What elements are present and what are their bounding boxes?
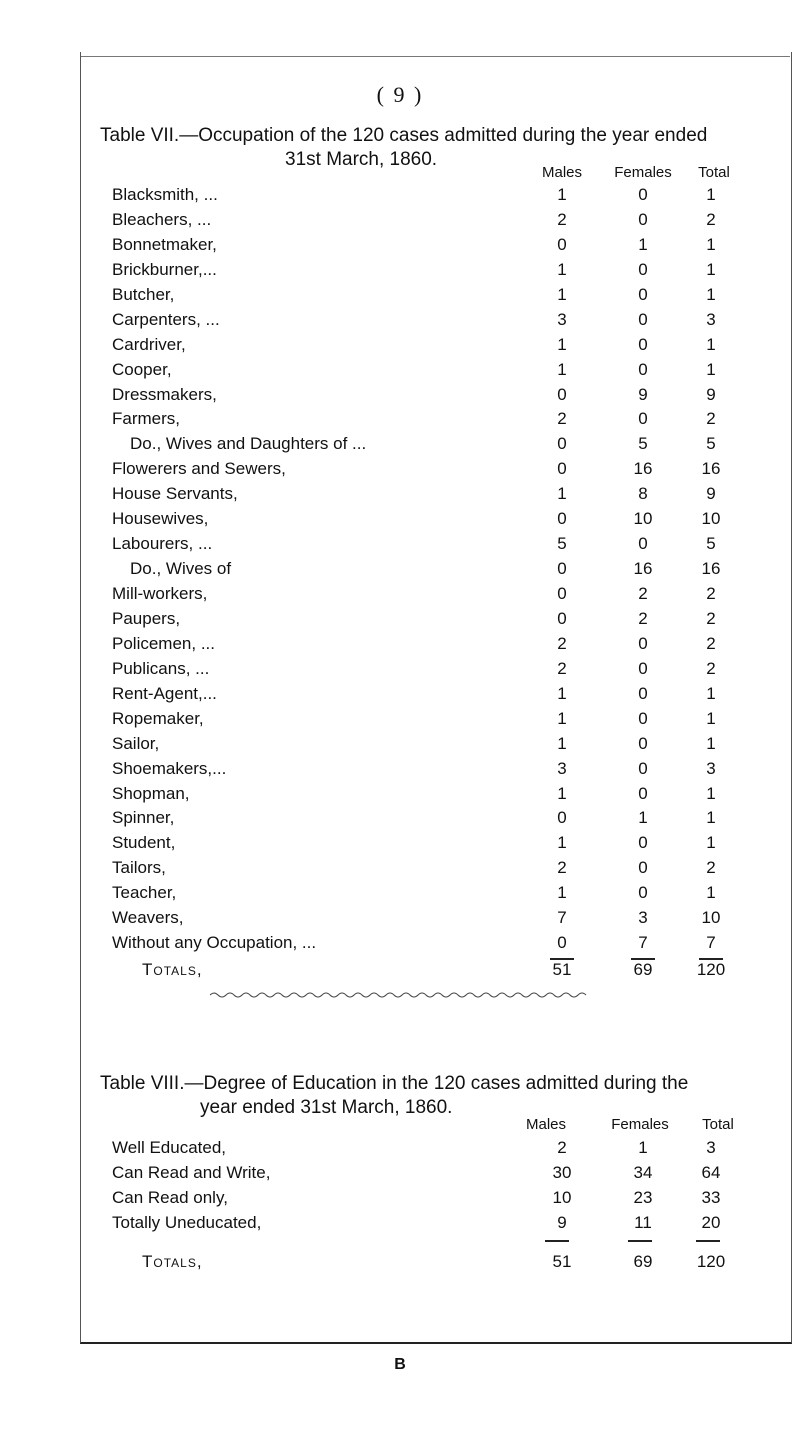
cell-females: 1 bbox=[638, 1138, 648, 1157]
table-row bbox=[0, 258, 800, 283]
table-row bbox=[0, 607, 800, 632]
table-row bbox=[0, 283, 800, 308]
cell-males: 51 bbox=[552, 960, 572, 979]
table8-title-line1: Table VIII.—Degree of Education in the 120 cases admitted during the bbox=[100, 1073, 689, 1094]
table-row bbox=[0, 632, 800, 657]
cell-males: 1 bbox=[557, 708, 567, 728]
table8-totals bbox=[0, 1250, 800, 1275]
cell-females: 0 bbox=[638, 858, 648, 878]
table-row bbox=[0, 1211, 800, 1236]
cell-females: 1 bbox=[638, 808, 648, 828]
cell-males: 3 bbox=[557, 758, 567, 778]
cell-males: 2 bbox=[557, 633, 567, 653]
cell-total: 2 bbox=[706, 608, 716, 628]
row-label: Farmers, bbox=[112, 409, 180, 429]
cell-total: 33 bbox=[701, 1187, 721, 1207]
cell-females: 0 bbox=[638, 209, 648, 229]
row-label: Dressmakers, bbox=[112, 384, 217, 404]
table-row bbox=[0, 183, 800, 208]
row-label: Weavers, bbox=[112, 908, 184, 928]
cell-females: 0 bbox=[638, 259, 648, 279]
table8-header-total: Total bbox=[702, 1116, 734, 1133]
page-number: ( 9 ) bbox=[376, 82, 424, 107]
table-row bbox=[0, 707, 800, 732]
cell-total: 10 bbox=[701, 509, 721, 529]
table-row bbox=[0, 557, 800, 582]
cell-females: 0 bbox=[638, 833, 648, 853]
cell-males: 1 bbox=[557, 284, 567, 304]
cell-males: 5 bbox=[557, 534, 567, 554]
cell-females: 23 bbox=[633, 1187, 653, 1207]
row-label: Blacksmith, ... bbox=[112, 185, 218, 204]
cell-females: 0 bbox=[638, 284, 648, 304]
cell-females: 0 bbox=[638, 309, 648, 329]
cell-total: 2 bbox=[706, 633, 716, 653]
totals-label: Totals, bbox=[142, 1252, 203, 1271]
cell-females: 9 bbox=[638, 384, 648, 404]
row-label: Spinner, bbox=[112, 808, 175, 828]
rule-total bbox=[696, 1240, 720, 1242]
table-row bbox=[0, 457, 800, 482]
cell-males: 10 bbox=[552, 1187, 572, 1207]
table-row bbox=[0, 358, 800, 383]
row-label: Policemen, ... bbox=[112, 633, 215, 653]
cell-females: 2 bbox=[638, 584, 648, 603]
table-row bbox=[0, 1186, 800, 1211]
cell-males: 1 bbox=[557, 733, 567, 753]
row-label: House Servants, bbox=[112, 484, 238, 504]
row-label: Cardriver, bbox=[112, 334, 186, 354]
cell-total: 120 bbox=[696, 1252, 726, 1271]
cell-males: 0 bbox=[557, 933, 567, 953]
cell-total: 2 bbox=[706, 209, 716, 229]
row-label: Tailors, bbox=[112, 858, 166, 878]
cell-total: 1 bbox=[706, 284, 716, 304]
table-row bbox=[0, 233, 800, 258]
cell-females: 2 bbox=[638, 608, 648, 628]
row-label: Without any Occupation, ... bbox=[112, 933, 317, 953]
cell-total: 3 bbox=[706, 309, 716, 329]
table7-body bbox=[0, 183, 800, 956]
table-row bbox=[0, 308, 800, 333]
cell-males: 1 bbox=[557, 783, 567, 803]
cell-total: 3 bbox=[706, 1138, 716, 1157]
cell-total: 5 bbox=[706, 534, 716, 554]
table-row bbox=[0, 856, 800, 881]
cell-females: 0 bbox=[638, 708, 648, 728]
row-label: Can Read and Write, bbox=[112, 1162, 271, 1182]
table-row bbox=[0, 806, 800, 831]
table7-header-males: Males bbox=[541, 164, 582, 181]
cell-females: 0 bbox=[638, 185, 648, 204]
table7-title-line1: Table VII.—Occupation of the 120 cases admitted during the year ended bbox=[100, 125, 708, 146]
cell-females: 0 bbox=[638, 683, 648, 703]
cell-females: 0 bbox=[638, 409, 648, 429]
cell-males: 3 bbox=[557, 309, 567, 329]
cell-males: 2 bbox=[557, 1138, 567, 1157]
table8-title-line2: year ended 31st March, 1860. bbox=[200, 1097, 453, 1118]
cell-females: 5 bbox=[638, 434, 648, 454]
row-label: Do., Wives and Daughters of ... bbox=[130, 434, 367, 454]
cell-total: 1 bbox=[706, 733, 716, 753]
cell-males: 1 bbox=[557, 484, 567, 504]
cell-total: 3 bbox=[706, 758, 716, 778]
row-label: Cooper, bbox=[112, 359, 172, 379]
cell-males: 0 bbox=[557, 608, 567, 628]
cell-males: 1 bbox=[557, 259, 567, 279]
cell-females: 0 bbox=[638, 334, 648, 354]
cell-total: 2 bbox=[706, 858, 716, 878]
totals-row bbox=[0, 1250, 800, 1275]
cell-total: 1 bbox=[706, 833, 716, 853]
table-row bbox=[0, 657, 800, 682]
cell-females: 8 bbox=[638, 484, 648, 504]
table-row bbox=[0, 383, 800, 408]
cell-males: 0 bbox=[557, 584, 567, 603]
table-row bbox=[0, 482, 800, 507]
cell-females: 0 bbox=[638, 758, 648, 778]
cell-total: 1 bbox=[706, 808, 716, 828]
row-label: Rent-Agent,... bbox=[112, 683, 217, 703]
cell-males: 1 bbox=[557, 334, 567, 354]
table-row bbox=[0, 906, 800, 931]
cell-total: 1 bbox=[706, 359, 716, 379]
cell-males: 1 bbox=[557, 359, 567, 379]
footer-signature: B bbox=[394, 1356, 406, 1373]
table8-body bbox=[0, 1136, 800, 1236]
table-row bbox=[0, 532, 800, 557]
row-label: Paupers, bbox=[112, 608, 181, 628]
cell-females: 0 bbox=[638, 359, 648, 379]
cell-females: 1 bbox=[638, 234, 648, 254]
cell-males: 1 bbox=[557, 883, 567, 903]
row-label: Totally Uneducated, bbox=[112, 1212, 262, 1232]
cell-total: 1 bbox=[706, 185, 716, 204]
cell-males: 2 bbox=[557, 209, 567, 229]
row-label: Brickburner,... bbox=[112, 259, 217, 279]
row-label: Bonnetmaker, bbox=[112, 234, 217, 254]
row-label: Ropemaker, bbox=[112, 708, 204, 728]
cell-males: 9 bbox=[557, 1212, 567, 1232]
cell-males: 0 bbox=[557, 434, 567, 454]
rule-males bbox=[545, 1240, 569, 1242]
table7-header-total: Total bbox=[698, 164, 730, 181]
row-label: Sailor, bbox=[112, 733, 160, 753]
table8-header-females: Females bbox=[611, 1116, 669, 1133]
table-row bbox=[0, 881, 800, 906]
cell-total: 9 bbox=[706, 384, 716, 404]
table8-header-males: Males bbox=[525, 1116, 566, 1133]
table7-header-females: Females bbox=[614, 164, 672, 181]
cell-males: 2 bbox=[557, 409, 567, 429]
cell-total: 1 bbox=[706, 234, 716, 254]
row-label: Student, bbox=[112, 833, 176, 853]
row-label: Housewives, bbox=[112, 509, 209, 529]
cell-total: 1 bbox=[706, 783, 716, 803]
row-label: Flowerers and Sewers, bbox=[112, 459, 286, 479]
cell-total: 5 bbox=[706, 434, 716, 454]
cell-total: 1 bbox=[706, 683, 716, 703]
cell-total: 1 bbox=[706, 259, 716, 279]
cell-males: 7 bbox=[557, 908, 567, 928]
cell-males: 0 bbox=[557, 509, 567, 529]
row-label: Teacher, bbox=[112, 883, 177, 903]
row-label: Butcher, bbox=[112, 284, 175, 304]
cell-total: 120 bbox=[696, 960, 726, 979]
wavy-divider bbox=[210, 990, 590, 1000]
cell-females: 10 bbox=[633, 509, 653, 529]
cell-males: 2 bbox=[557, 858, 567, 878]
cell-total: 1 bbox=[706, 708, 716, 728]
cell-total: 10 bbox=[701, 908, 721, 928]
cell-females: 0 bbox=[638, 783, 648, 803]
cell-total: 16 bbox=[701, 459, 721, 479]
cell-total: 9 bbox=[706, 484, 716, 504]
row-label: Bleachers, ... bbox=[112, 209, 212, 229]
row-label: Labourers, ... bbox=[112, 534, 213, 554]
cell-males: 30 bbox=[552, 1162, 572, 1182]
table-row bbox=[0, 582, 800, 607]
cell-total: 1 bbox=[706, 334, 716, 354]
cell-females: 16 bbox=[633, 559, 653, 579]
table-row bbox=[0, 407, 800, 432]
table-row bbox=[0, 208, 800, 233]
cell-females: 0 bbox=[638, 633, 648, 653]
cell-total: 64 bbox=[701, 1162, 721, 1182]
cell-males: 0 bbox=[557, 384, 567, 404]
cell-females: 7 bbox=[638, 933, 648, 953]
table-row bbox=[0, 782, 800, 807]
table7-title-line2: 31st March, 1860. bbox=[285, 149, 438, 170]
totals-row bbox=[0, 958, 800, 983]
cell-males: 2 bbox=[557, 658, 567, 678]
table-row bbox=[0, 1136, 800, 1161]
cell-total: 7 bbox=[706, 933, 716, 953]
table-row bbox=[0, 507, 800, 532]
cell-females: 34 bbox=[633, 1162, 653, 1182]
cell-females: 3 bbox=[638, 908, 648, 928]
cell-males: 0 bbox=[557, 559, 567, 579]
row-label: Mill-workers, bbox=[112, 584, 208, 603]
table-row bbox=[0, 831, 800, 856]
row-label: Do., Wives of bbox=[130, 559, 232, 579]
table-row bbox=[0, 1161, 800, 1186]
table-row bbox=[0, 757, 800, 782]
cell-females: 69 bbox=[633, 1252, 653, 1271]
cell-males: 0 bbox=[557, 808, 567, 828]
cell-total: 2 bbox=[706, 409, 716, 429]
totals-label: Totals, bbox=[142, 960, 203, 979]
cell-total: 16 bbox=[701, 559, 721, 579]
cell-total: 2 bbox=[706, 658, 716, 678]
cell-males: 0 bbox=[557, 234, 567, 254]
cell-females: 11 bbox=[634, 1212, 652, 1232]
row-label: Publicans, ... bbox=[112, 658, 210, 678]
cell-total: 20 bbox=[701, 1212, 721, 1232]
cell-females: 0 bbox=[638, 658, 648, 678]
cell-females: 0 bbox=[638, 883, 648, 903]
table7-totals bbox=[0, 958, 800, 983]
row-label: Can Read only, bbox=[112, 1187, 228, 1207]
cell-males: 0 bbox=[557, 459, 567, 479]
row-label: Shopman, bbox=[112, 783, 190, 803]
table-row bbox=[0, 682, 800, 707]
table-row bbox=[0, 333, 800, 358]
cell-males: 1 bbox=[557, 683, 567, 703]
cell-females: 0 bbox=[638, 534, 648, 554]
cell-males: 51 bbox=[552, 1252, 572, 1271]
table-row bbox=[0, 432, 800, 457]
cell-females: 16 bbox=[633, 459, 653, 479]
row-label: Carpenters, ... bbox=[112, 309, 220, 329]
cell-total: 1 bbox=[706, 883, 716, 903]
row-label: Shoemakers,... bbox=[112, 758, 227, 778]
cell-males: 1 bbox=[557, 185, 567, 204]
rule-females bbox=[628, 1240, 652, 1242]
table8-title bbox=[100, 1072, 780, 1120]
table-row bbox=[0, 732, 800, 757]
row-label: Well Educated, bbox=[112, 1138, 227, 1157]
table-row bbox=[0, 931, 800, 956]
cell-females: 69 bbox=[633, 960, 653, 979]
cell-total: 2 bbox=[706, 584, 716, 603]
cell-females: 0 bbox=[638, 733, 648, 753]
cell-males: 1 bbox=[557, 833, 567, 853]
